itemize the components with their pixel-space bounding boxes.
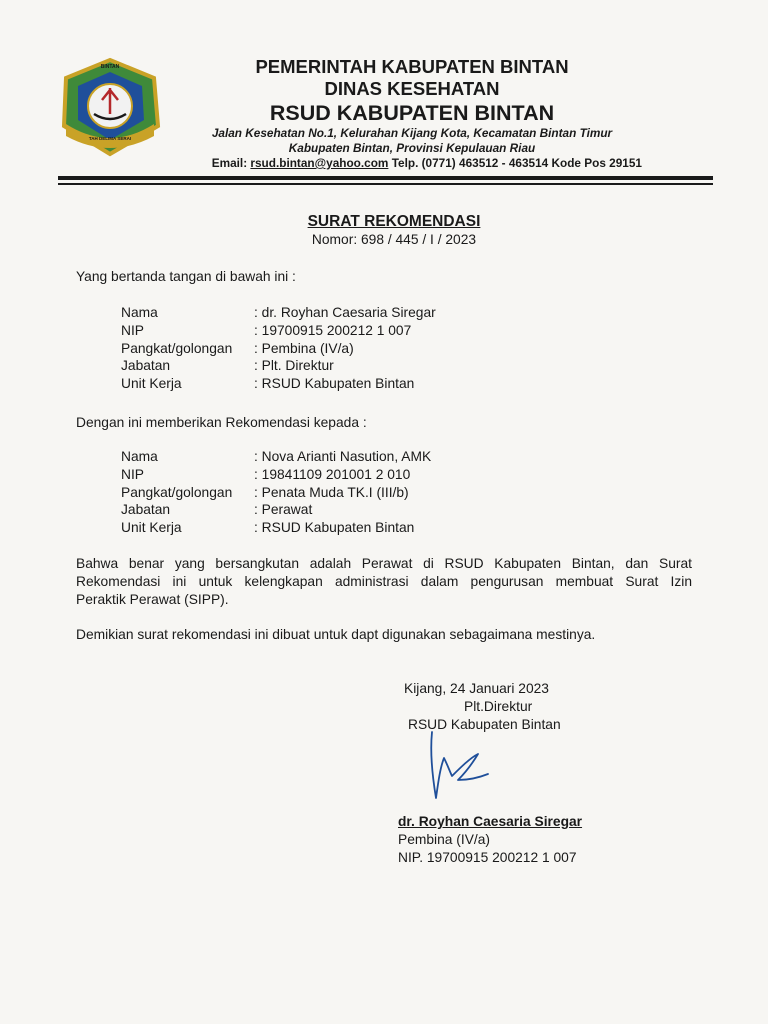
title-block <box>0 212 768 248</box>
signer-position: Plt.Direktur <box>464 698 533 714</box>
field-value: : Pembina (IV/a) <box>254 340 354 356</box>
field-label: Pangkat/golongan <box>121 340 233 356</box>
table-row <box>121 340 436 358</box>
recipient-table <box>121 448 431 537</box>
statement-line-2: Rekomendasi ini untuk kelengkapan administrasi dalam pengurusan membuat Surat Izin <box>76 573 692 589</box>
signer-rank: Pembina (IV/a) <box>398 832 491 848</box>
letterhead-address-2: Kabupaten Bintan, Provinsi Kepulauan Riau <box>288 141 536 155</box>
letterhead-department: DINAS KESEHATAN <box>324 78 500 99</box>
contact-phone: Telp. (0771) 463512 - 463514 Kode Pos 29151 <box>388 156 642 170</box>
field-value: : Perawat <box>254 502 313 518</box>
field-label: Nama <box>121 305 158 320</box>
letter-title: SURAT REKOMENDASI <box>307 213 481 230</box>
email-label: Email: <box>211 156 251 170</box>
field-label: Pangkat/golongan <box>121 484 233 500</box>
field-label: Unit Kerja <box>121 520 182 536</box>
table-row <box>121 322 436 340</box>
table-row <box>121 448 431 466</box>
field-value: : Plt. Direktur <box>254 358 334 374</box>
signer-name: dr. Royhan Caesaria Siregar <box>398 814 583 830</box>
field-value: : Nova Arianti Nasution, AMK <box>254 449 432 464</box>
field-value: : dr. Royhan Caesaria Siregar <box>254 305 436 320</box>
letterhead-address-1: Jalan Kesehatan No.1, Kelurahan Kijang Kota, Kecamatan Bintan Timur <box>211 126 613 140</box>
closing-paragraph: Demikian surat rekomendasi ini dibuat untuk dapt digunakan sebagaimana mestinya. <box>76 627 596 642</box>
field-label: Jabatan <box>121 502 171 518</box>
field-value: : Penata Muda TK.I (III/b) <box>254 484 409 500</box>
field-value: : 19841109 201001 2 010 <box>254 466 411 482</box>
statement-line-1: Bahwa benar yang bersangkutan adalah Perawat di RSUD Kabupaten Bintan, dan Surat <box>76 556 692 571</box>
bintan-regency-logo-icon <box>58 56 162 160</box>
table-row <box>121 484 431 502</box>
field-label: NIP <box>121 466 144 482</box>
table-row <box>121 357 436 375</box>
letterhead-hospital: RSUD KABUPATEN BINTAN <box>269 101 555 125</box>
logo-banner-text: TAH DELIMA SERAI <box>88 136 132 141</box>
letter-number: Nomor: 698 / 445 / I / 2023 <box>311 232 477 247</box>
table-row <box>121 519 431 537</box>
signer-table <box>121 304 436 393</box>
letterhead <box>172 56 652 171</box>
field-label: Nama <box>121 449 158 464</box>
table-row <box>121 501 431 519</box>
table-row <box>121 304 436 322</box>
field-value: : RSUD Kabupaten Bintan <box>254 520 415 536</box>
field-value: : RSUD Kabupaten Bintan <box>254 376 415 392</box>
signer-unit: RSUD Kabupaten Bintan <box>408 716 561 732</box>
intro-recipient: Dengan ini memberikan Rekomendasi kepada : <box>76 415 367 430</box>
field-value: : 19700915 200212 1 007 <box>254 322 412 338</box>
field-label: NIP <box>121 322 144 338</box>
intro-signer: Yang bertanda tangan di bawah ini : <box>76 269 296 284</box>
field-label: Jabatan <box>121 358 171 374</box>
table-row <box>121 466 431 484</box>
statement-line-3: Peraktik Perawat (SIPP). <box>76 591 229 607</box>
handwritten-signature-icon <box>420 728 510 806</box>
statement-paragraph <box>76 555 692 608</box>
logo-top-text: BINTAN <box>100 64 120 70</box>
field-label: Unit Kerja <box>121 376 182 392</box>
email-link[interactable]: rsud.bintan@yahoo.com <box>250 156 389 170</box>
letterhead-contact <box>172 156 652 171</box>
place-date: Kijang, 24 Januari 2023 <box>404 681 549 696</box>
letterhead-divider-thick <box>58 176 713 180</box>
letterhead-divider-thin <box>58 183 713 185</box>
signer-nip: NIP. 19700915 200212 1 007 <box>398 849 577 865</box>
table-row <box>121 375 436 393</box>
letterhead-government: PEMERINTAH KABUPATEN BINTAN <box>255 56 569 77</box>
